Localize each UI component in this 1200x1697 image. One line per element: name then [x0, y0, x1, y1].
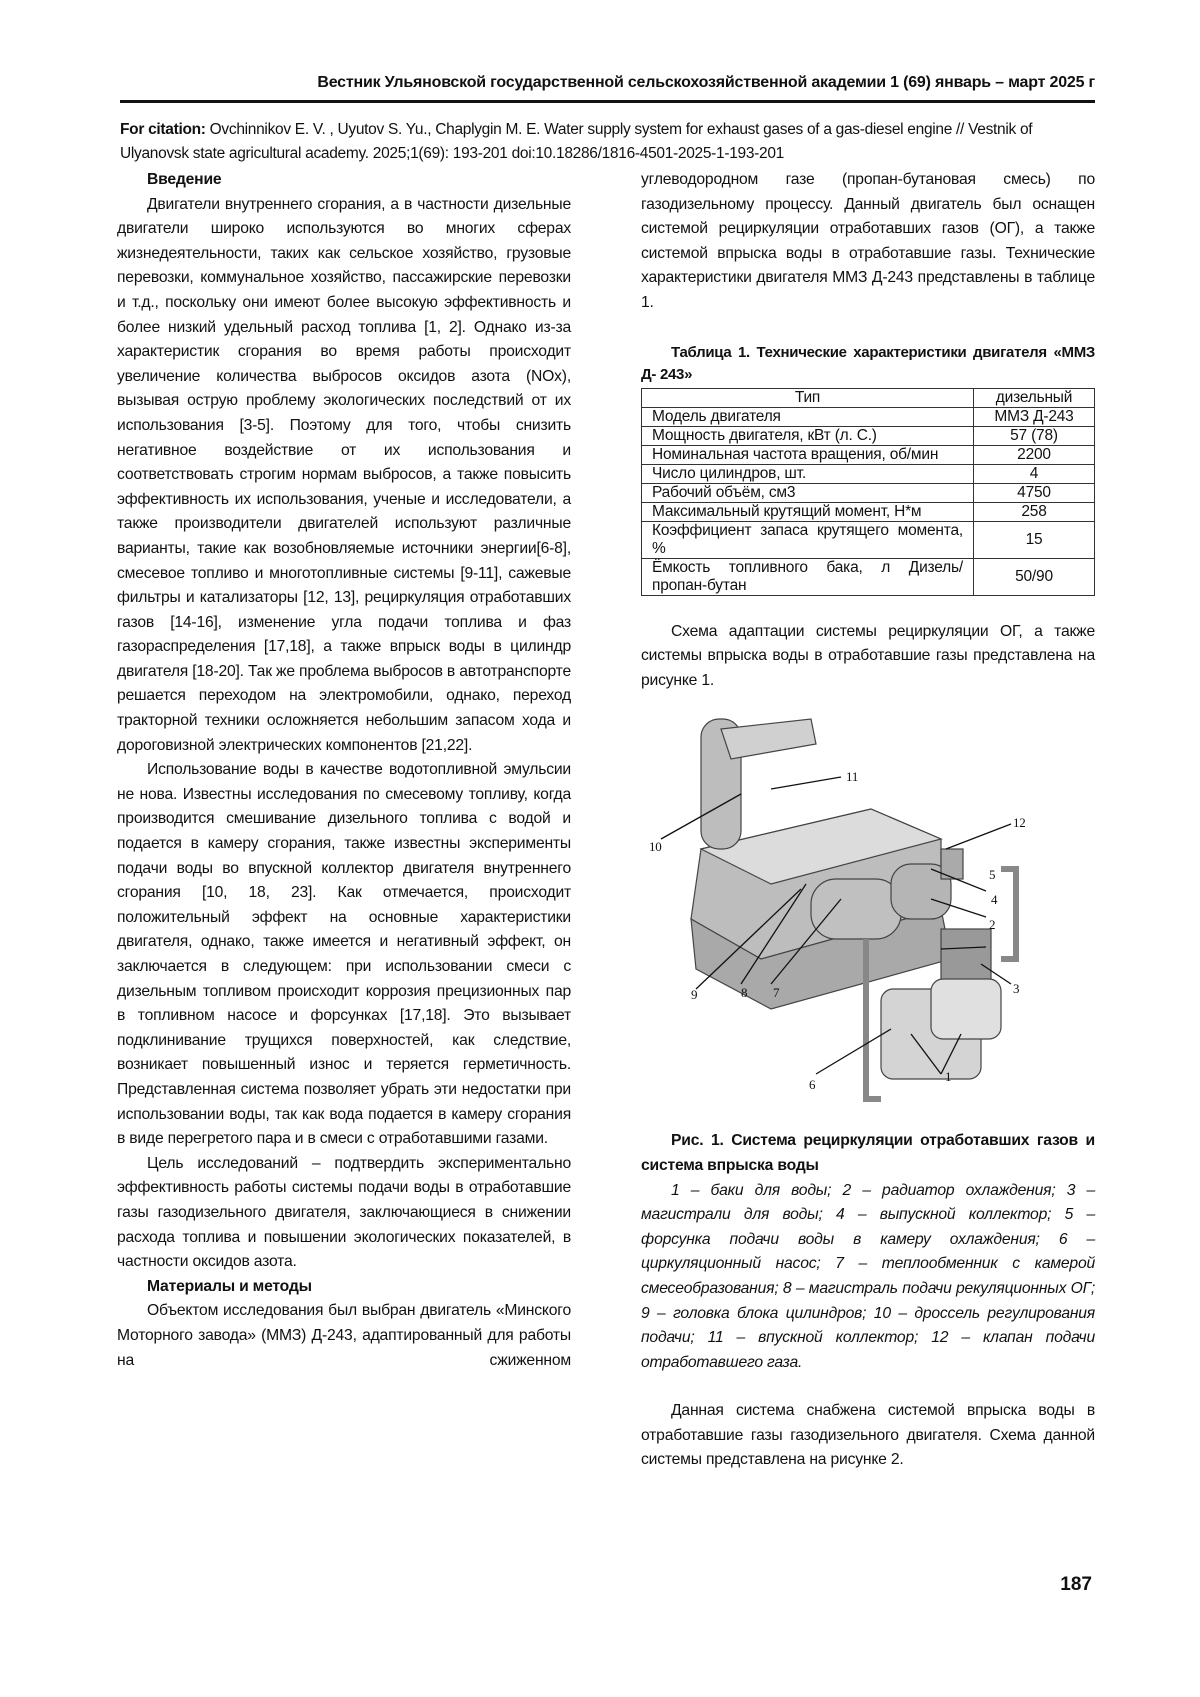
journal-header: Вестник Ульяновской государственной сельскохозяйственной академии 1 (69) январь – март 2025 г: [120, 74, 1095, 92]
table-cell-label: Ёмкость топливного бака, л Дизель/ пропан-бутан: [642, 558, 974, 595]
figure-engine-diagram: [641, 699, 1095, 1129]
figure-label: 12: [1013, 815, 1026, 830]
figure-label: 1: [945, 1069, 951, 1084]
table-cell-value: 4750: [974, 483, 1095, 502]
specs-table: [641, 388, 1095, 596]
figure-caption: Рис. 1. Система рециркуляции отработавших газов и система впрыска воды: [641, 1129, 1095, 1178]
section-heading-methods: Материалы и методы: [117, 1275, 571, 1300]
citation-text: Ovchinnikov E. V. , Uyutov S. Yu., Chaplygin M. E. Water supply system for exhaust gases of a gas-diesel engine // Vestnik of Ulyanovsk state agricultural academy. 2025;1(69): 193-201 doi:10.18286/1816-4501-2025-1-193-201: [120, 121, 1032, 162]
table-row: [642, 407, 1095, 426]
figure-label: 10: [649, 839, 662, 854]
figure-label: 2: [989, 917, 995, 932]
citation-label: For citation:: [120, 121, 206, 138]
figure-label: 11: [846, 769, 858, 784]
figure-legend: 1 – баки для воды; 2 – радиатор охлаждения; 3 – магистрали для воды; 4 – выпускной коллектор; 5 – форсунка подачи воды в камеру охлаждения; 6 – циркуляционный насос; 7 – теплообменник с камерой смесеобразования; 8 – магистраль подачи рекуляционных ОГ; 9 – головка блока цилиндров; 10 – дроссель регулирования подачи; 11 – впускной коллектор; 12 – клапан подачи отработавшего газа.: [641, 1179, 1095, 1376]
figure-label: 9: [691, 987, 697, 1002]
paragraph: Схема адаптации системы рециркуляции ОГ, а также системы впрыска воды в отработавшие газы представлена на рисунке 1.: [641, 620, 1095, 694]
right-column: [641, 168, 1095, 1473]
table-cell-value: 258: [974, 502, 1095, 521]
paragraph: углеводородном газе (пропан-бутановая смесь) по газодизельному процессу. Данный двигатель был оснащен системой рециркуляции отработавших газов (ОГ), а также системой впрыска воды в отработавшие газы. Технические характеристики двигателя ММЗ Д-243 представлены в таблице 1.: [641, 168, 1095, 316]
figure-label: 8: [741, 985, 747, 1000]
table-cell-label: Модель двигателя: [642, 407, 974, 426]
table-row: [642, 558, 1095, 595]
engine-diagram: [641, 699, 1095, 1129]
table-row: [642, 426, 1095, 445]
figure-label: 7: [773, 985, 780, 1000]
citation: [120, 118, 1100, 166]
table-cell-label: Номинальная частота вращения, об/мин: [642, 445, 974, 464]
paragraph: Цель исследований – подтвердить экспериментально эффективность работы системы подачи воды в отработавшие газы газодизельного двигателя, заключающиеся в снижении расхода топлива и повышении экологических показателей, в частности оксидов азота.: [117, 1152, 571, 1275]
table-cell-value: 4: [974, 464, 1095, 483]
table-cell-value: дизельный: [974, 388, 1095, 407]
table-row: [642, 521, 1095, 558]
table-cell-label: Число цилиндров, шт.: [642, 464, 974, 483]
paragraph: Объектом исследования был выбран двигатель «Минского Моторного завода» (ММЗ) Д-243, адаптированный для работы на сжиженном: [117, 1299, 571, 1373]
table-row: [642, 483, 1095, 502]
figure-label: 6: [809, 1077, 816, 1092]
figure-label: 3: [1013, 981, 1019, 996]
table-cell-value: 50/90: [974, 558, 1095, 595]
table-row: [642, 502, 1095, 521]
paragraph: Данная система снабжена системой впрыска воды в отработавшие газы газодизельного двигателя. Схема данной системы представлена на рисунке 2.: [641, 1399, 1095, 1473]
left-column: [117, 168, 571, 1373]
figure-label: 5: [989, 867, 995, 882]
header-rule: [120, 100, 1095, 103]
table-cell-label: Максимальный крутящий момент, Н*м: [642, 502, 974, 521]
table-row: [642, 464, 1095, 483]
table-cell-value: ММЗ Д-243: [974, 407, 1095, 426]
table-cell-value: 15: [974, 521, 1095, 558]
table-cell-label: Коэффициент запаса крутящего момента, %: [642, 521, 974, 558]
table-cell-value: 2200: [974, 445, 1095, 464]
table-cell-value: 57 (78): [974, 426, 1095, 445]
table-cell-label: Мощность двигателя, кВт (л. С.): [642, 426, 974, 445]
table-cell-label: Тип: [642, 388, 974, 407]
table-caption: Таблица 1. Технические характеристики двигателя «ММЗ Д- 243»: [641, 342, 1095, 386]
section-heading-introduction: Введение: [117, 168, 571, 193]
page-number: 187: [1060, 1574, 1092, 1596]
table-row: [642, 445, 1095, 464]
table-cell-label: Рабочий объём, см3: [642, 483, 974, 502]
paragraph: Двигатели внутреннего сгорания, а в частности дизельные двигатели широко используются во многих сферах жизнедеятельности, таких как сельское хозяйство, грузовые перевозки, коммунальное хозяйство, пассажирские перевозки и т.д., поскольку они имеют более высокую эффективность и более низкий удельный расход топлива [1, 2]. Однако из-за характеристик сгорания во время работы происходит увеличение количества выбросов оксидов азота (NOx), вызывая острую проблему экологических последствий от их использования [3-5]. Поэтому для того, чтобы снизить негативное воздействие от их использования и соответствовать строгим нормам выбросов, а также повысить эффективность их использования, ученые и исследователи, а также производители двигателей используют различные варианты, такие как возобновляемые источники энергии[6-8], смесевое топливо и многотопливные системы [9-11], сажевые фильтры и катализаторы [12, 13], рециркуляция отработавших газов [14-16], изменение угла подачи топлива и фаз газораспределения [17,18], а также впрыск воды в цилиндр двигателя [18-20]. Так же проблема выбросов в автотранспорте решается переходом на электромобили, однако, переход тракторной техники осложняется небольшим запасом хода и дороговизной электрических компонентов [21,22].: [117, 193, 571, 759]
paragraph: Использование воды в качестве водотопливной эмульсии не нова. Известны исследования по смесевому топливу, когда производится смешивание дизельного топлива с водой и подается в камеру сгорания, также известны эксперименты подачи воды во впускной коллектор двигателя внутреннего сгорания [10, 18, 23]. Как отмечается, происходит положительный эффект на основные характеристики двигателя, однако, также имеется и негативный эффект, он заключается в следующем: при использовании смеси с дизельным топливом происходит коррозия прецизионных пар в топливном насосе и форсунках [17,18]. Это вызывает подклинивание трущихся поверхностей, как следствие, возникает повышенный износ и теряется герметичность. Представленная система позволяет убрать эти недостатки при использовании воды, так как вода подается в камеру сгорания в виде перегретого пара и в смеси с отработавшими газами.: [117, 758, 571, 1152]
figure-label: 4: [991, 892, 998, 907]
table-row: [642, 388, 1095, 407]
